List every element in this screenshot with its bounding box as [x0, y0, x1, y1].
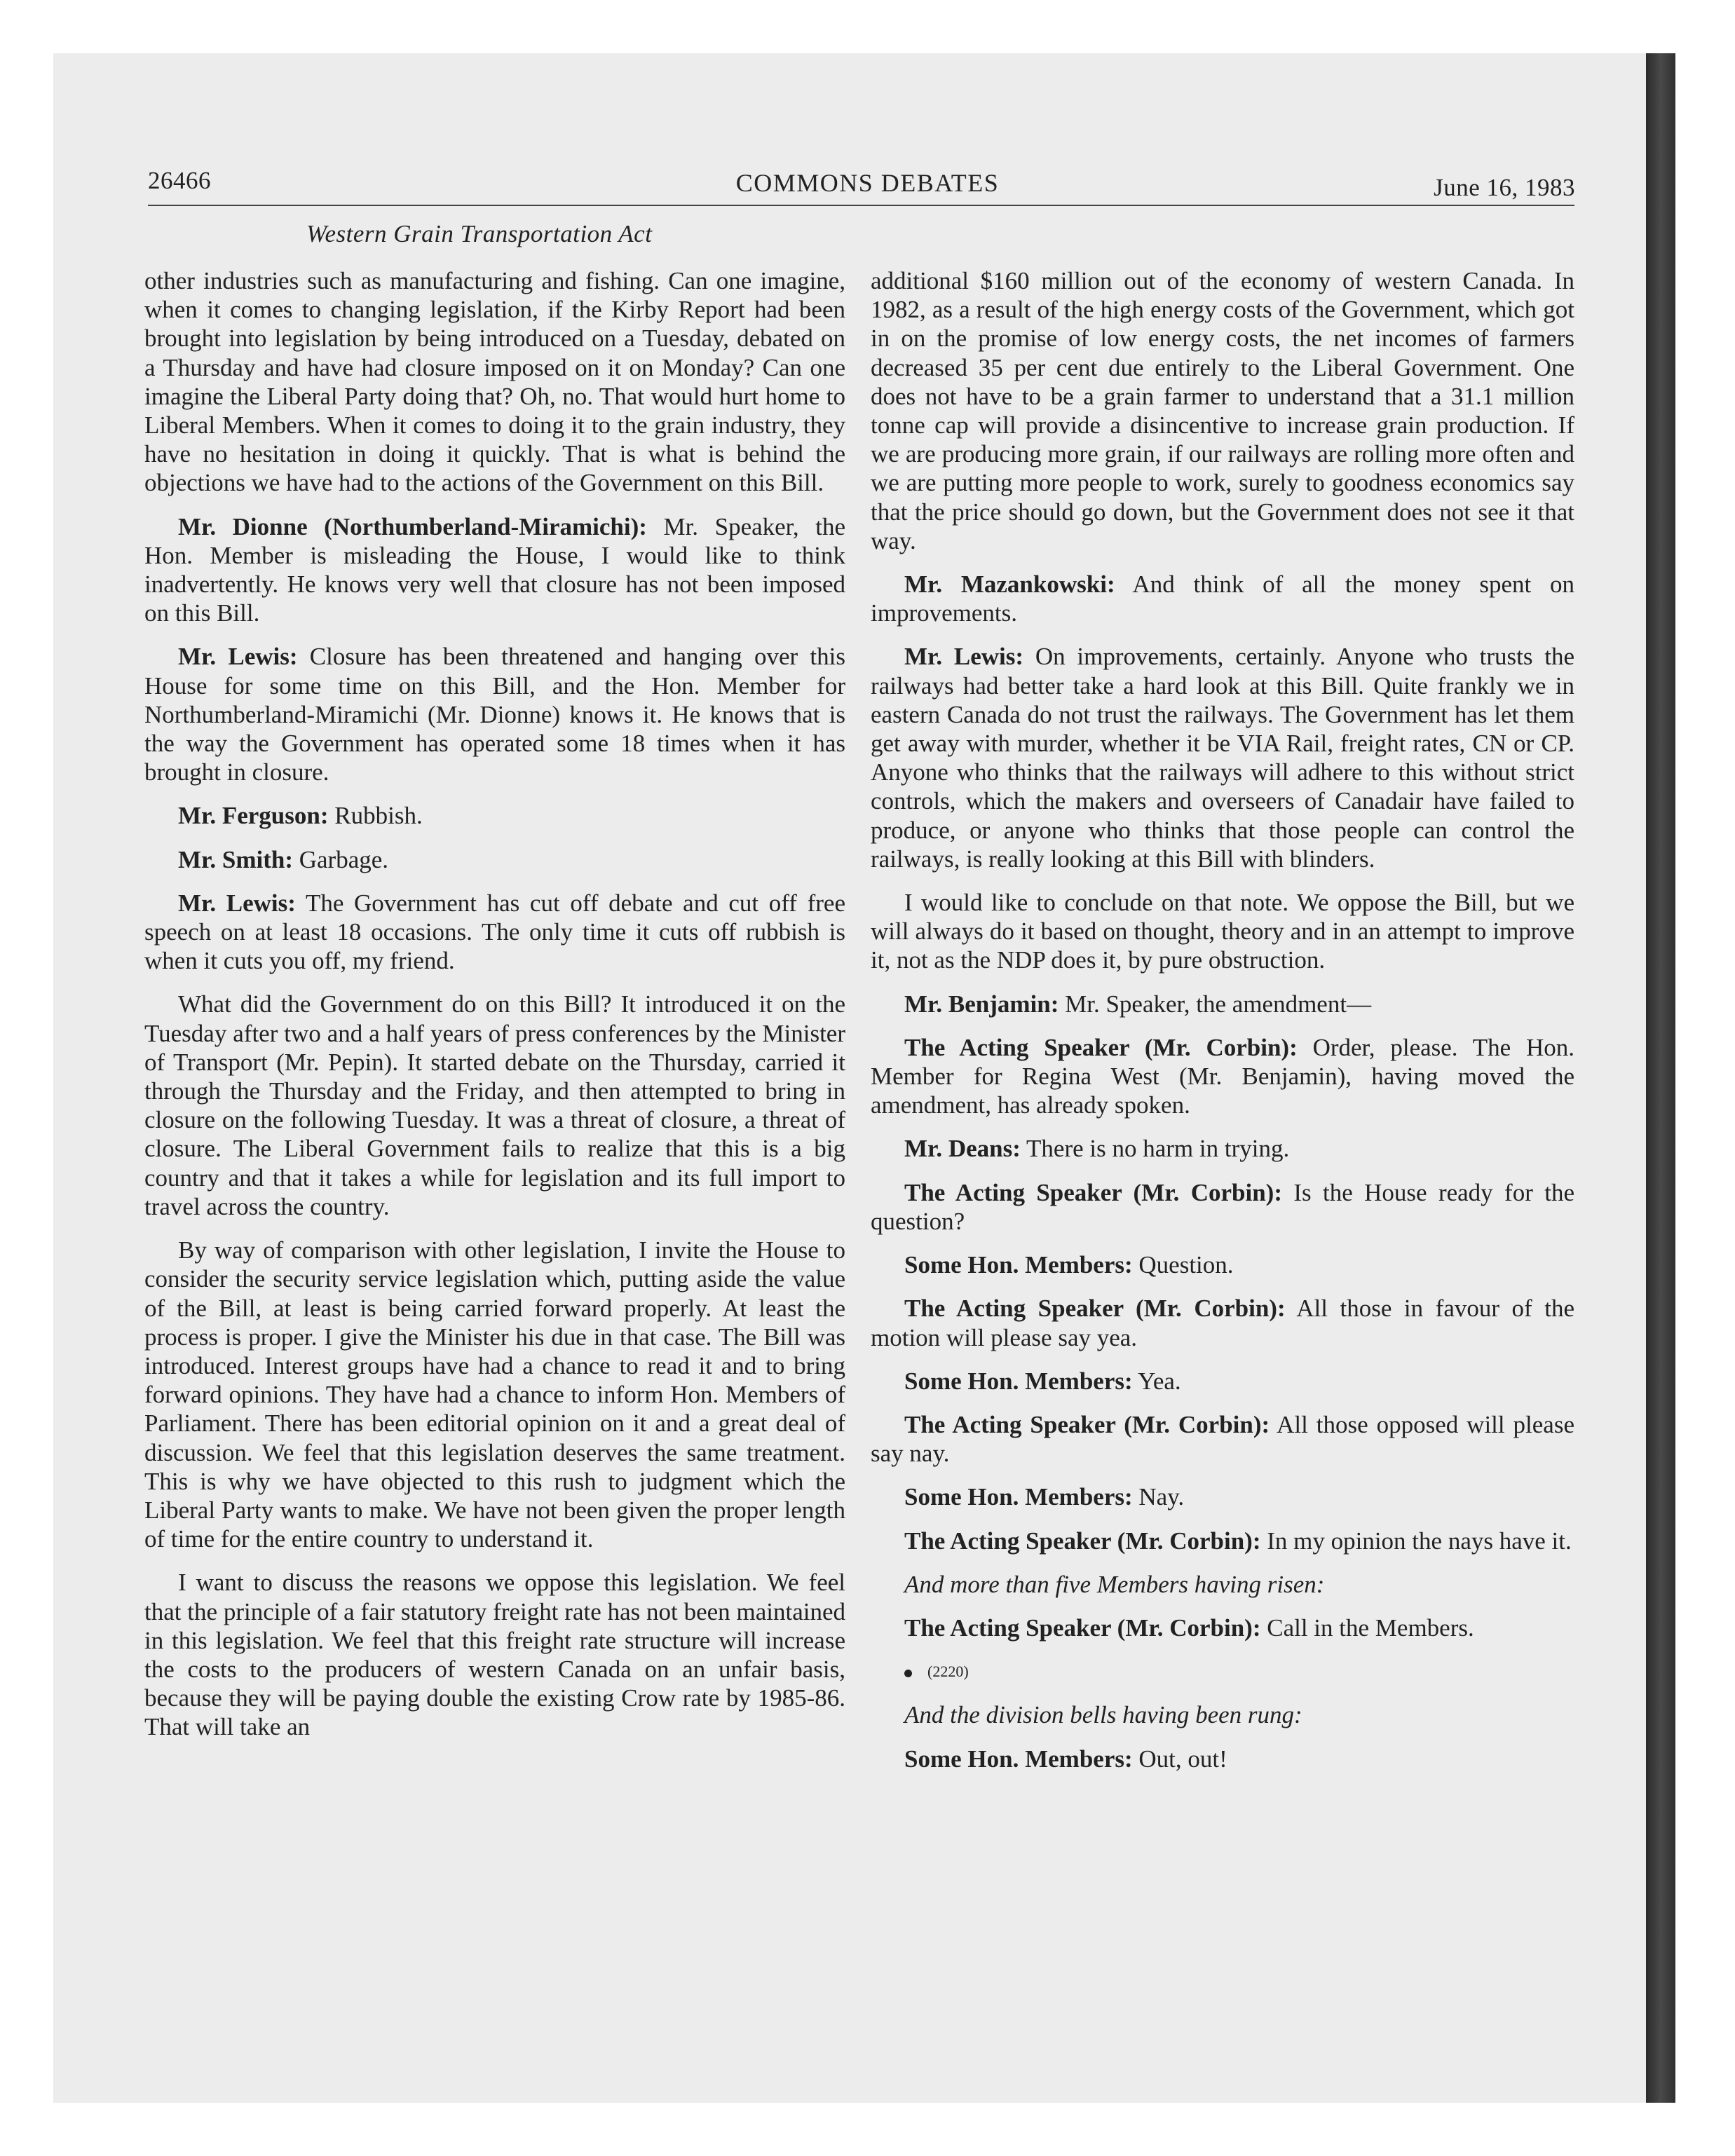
speech-text: Call in the Members. — [1260, 1613, 1474, 1642]
speech-text: Mr. Speaker, the amendment— — [1059, 990, 1372, 1018]
paragraph — [871, 1482, 1574, 1511]
stage-direction: And the division bells having been rung: — [904, 1701, 1302, 1729]
paragraph-text: other industries such as manufacturing and fishing. Can one imagine, when it comes to changing legislation, if the Kirby Report had been brought into legislation by being introduced on a Tuesday, debated on a Thursday and have had closure imposed on it on Monday? Can one imagine the Liberal Party doing that? Oh, no. That would hurt home to Liberal Members. When it comes to doing it to the grain industry, they have no hesitation in doing it quickly. That is what is behind the objections we have had to the actions of the Government on this Bill. — [144, 267, 845, 497]
paragraph — [144, 1236, 845, 1553]
paragraph — [871, 1250, 1574, 1279]
paragraph — [144, 266, 845, 498]
left-column — [144, 266, 845, 1756]
time-marker — [871, 1657, 1574, 1686]
speaker-name: Mr. Lewis: — [178, 643, 298, 671]
speaker-name: The Acting Speaker (Mr. Corbin): — [904, 1295, 1286, 1323]
speaker-name: Mr. Deans: — [904, 1135, 1021, 1163]
speech-text: Nay. — [1132, 1483, 1185, 1511]
paragraph-text: additional $160 million out of the economy of western Canada. In 1982, as a result of the high energy costs of the Government, which got in on the promise of low energy costs, the net incomes of farmers decreased 35 per cent due entirely to the Liberal Government. One does not have to be a grain farmer to understand that a 31.1 million tonne cap will provide a disincentive to increase grain production. If we are producing more grain, if our railways are rolling more often and we are putting more people to work, surely to goodness economics say that the price should go down, but the Government does not see it that way. — [871, 267, 1574, 554]
speaker-name: Mr. Ferguson: — [178, 802, 329, 830]
paragraph — [144, 845, 845, 874]
speech-text: In my opinion the nays have it. — [1260, 1527, 1572, 1555]
speech-text: Mr. Speaker, the Hon. Member is misleading the House, I would like to think inadvertently. He knows very well that closure has not been imposed on this Bill. — [144, 512, 845, 627]
paragraph — [871, 990, 1574, 1018]
paragraph — [871, 1613, 1574, 1642]
speech-text: Question. — [1132, 1251, 1234, 1279]
paragraph — [871, 570, 1574, 627]
paragraph — [871, 888, 1574, 975]
time-marker-text: (2220) — [927, 1663, 969, 1681]
speaker-name: The Acting Speaker (Mr. Corbin): — [904, 1033, 1298, 1061]
paragraph — [871, 642, 1574, 873]
paragraph-text: What did the Government do on this Bill? It introduced it on the Tuesday after two and a half years of press conferences by the Minister of Transport (Mr. Pepin). It started debate on the Thursday, carried it through the Thursday and the Friday, and then attempted to bring in closure on the following Tuesday. It was a threat of closure, a threat of closure. The Liberal Government fails to realize that this is a big country and that it takes a while for legislation and its full import to travel across the country. — [144, 990, 845, 1220]
paragraph — [871, 1367, 1574, 1396]
speech-text: Out, out! — [1132, 1745, 1227, 1773]
paragraph — [871, 1178, 1574, 1236]
speech-text: On improvements, certainly. Anyone who trusts the railways had better take a hard look at this Bill. Quite frankly we in eastern Canada do not trust the railways. The Government has let them get away with murder, whether it be VIA Rail, freight rates, CN or CP. Anyone who thinks that the railways will adhere to this without strict controls, which the makers and overseers of Canadair have failed to produce, or anyone who thinks that those people can control the railways, is really looking at this Bill with blinders. — [871, 643, 1575, 873]
speaker-name: Mr. Lewis: — [904, 643, 1024, 671]
paragraph — [871, 1527, 1574, 1555]
paragraph-text: I want to discuss the reasons we oppose this legislation. We feel that the principle of a fair statutory freight rate has not been maintained in this legislation. We feel that this freight rate structure will increase the costs to the producers of western Canada on an unfair basis, because they will be paying double the existing Crow rate by 1985-86. That will take an — [144, 1569, 845, 1741]
speech-text: Garbage. — [292, 845, 389, 873]
paragraph — [144, 512, 845, 628]
speaker-name: The Acting Speaker (Mr. Corbin): — [904, 1527, 1261, 1555]
speaker-name: Mr. Benjamin: — [904, 990, 1059, 1018]
speech-text: All those in favour of the motion will please say yea. — [871, 1295, 1574, 1351]
paragraph — [871, 1410, 1574, 1468]
speech-text: Is the House ready for the question? — [871, 1178, 1574, 1235]
paragraph — [144, 990, 845, 1221]
page-date: June 16, 1983 — [1434, 174, 1575, 201]
speaker-name: The Acting Speaker (Mr. Corbin): — [904, 1410, 1270, 1438]
paragraph — [871, 266, 1574, 555]
paragraph — [871, 1033, 1574, 1120]
speech-text: Rubbish. — [328, 802, 423, 830]
paragraph-text: I would like to conclude on that note. We oppose the Bill, but we will always do it based on thought, theory and in an attempt to improve it, not as the NDP does it, by pure obstruction. — [871, 889, 1574, 974]
speaker-name: Mr. Mazankowski: — [904, 571, 1115, 599]
scan-edge-shadow — [1646, 53, 1675, 2103]
speaker-name: Mr. Lewis: — [178, 889, 296, 917]
speech-text: Yea. — [1132, 1367, 1181, 1395]
paragraph — [144, 642, 845, 786]
speech-text: And think of all the money spent on improvements. — [871, 571, 1574, 627]
paragraph — [871, 1745, 1574, 1773]
bullet-icon — [904, 1670, 912, 1677]
speech-text: All those opposed will please say nay. — [871, 1410, 1574, 1468]
speaker-name: Mr. Dionne (Northumberland-Miramichi): — [178, 512, 647, 540]
speech-text: Closure has been threatened and hanging over this House for some time on this Bill, and the Hon. Member for Northumberland-Miramichi (Mr. Dionne) knows it. He knows that is the way the Government has operated some 18 times when it has brought in closure. — [144, 643, 845, 786]
speech-text: The Government has cut off debate and cut off free speech on at least 18 occasions. The only time it cuts off rubbish is when it cuts you off, my friend. — [144, 889, 845, 975]
speaker-name: Some Hon. Members: — [904, 1745, 1133, 1773]
speech-text: Order, please. The Hon. Member for Regina West (Mr. Benjamin), having moved the amendment, has already spoken. — [871, 1033, 1574, 1119]
header-rule — [148, 205, 1574, 206]
speaker-name: The Acting Speaker (Mr. Corbin): — [904, 1178, 1282, 1206]
paragraph — [144, 1568, 845, 1741]
paragraph — [871, 1294, 1574, 1351]
speaker-name: Some Hon. Members: — [904, 1483, 1133, 1511]
paragraph — [144, 889, 845, 976]
page-number: 26466 — [148, 167, 211, 194]
section-title: Western Grain Transportation Act — [306, 220, 653, 247]
speaker-name: Some Hon. Members: — [904, 1251, 1133, 1279]
stage-direction: And more than five Members having risen: — [904, 1570, 1325, 1598]
speaker-name: Some Hon. Members: — [904, 1367, 1133, 1395]
speech-text: There is no harm in trying. — [1020, 1135, 1290, 1163]
speaker-name: Mr. Smith: — [178, 845, 293, 873]
speaker-name: The Acting Speaker (Mr. Corbin): — [904, 1613, 1261, 1642]
right-column — [871, 266, 1574, 1788]
paragraph-text: By way of comparison with other legislation, I invite the House to consider the security service legislation which, putting aside the value of the Bill, at least is being carried forward properly. At least the process is proper. I give the Minister his due in that case. The Bill was introduced. Interest groups have had a chance to read it and to bring forward opinions. They have had a chance to inform Hon. Members of Parliament. There has been editorial opinion on it and a great deal of discussion. We feel that this legislation deserves the same treatment. This is why we have objected to this rush to judgment which the Liberal Party wants to make. We have not been given the proper length of time for the entire country to understand it. — [144, 1236, 845, 1553]
running-head: COMMONS DEBATES — [735, 169, 1000, 197]
paragraph — [871, 1134, 1574, 1163]
paragraph — [144, 801, 845, 830]
